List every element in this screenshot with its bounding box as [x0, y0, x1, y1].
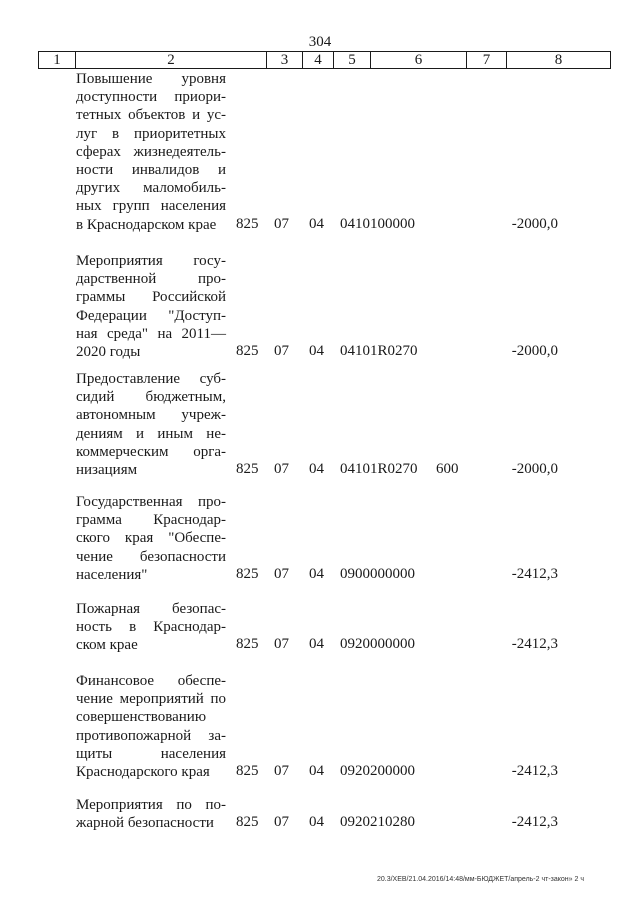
cell-section-code: 07 — [274, 565, 289, 582]
cell-target-article-code: 04101R0270 — [340, 343, 418, 359]
description-line: Пожарная безопас- — [76, 601, 226, 617]
description-line: ского края "Обеспе- — [76, 530, 226, 547]
cell-subsection-code: 04 — [309, 565, 324, 582]
cell-subsection-code: 04 — [309, 763, 324, 779]
description-line: коммерческим орга- — [76, 443, 226, 460]
description-line: автономным учреж- — [76, 407, 226, 424]
description-line: противопожарной за- — [76, 727, 226, 744]
cell-section-code: 07 — [274, 636, 289, 653]
description-line: грамма Краснодар- — [76, 512, 226, 529]
row-description — [76, 796, 226, 832]
description-line: чение мероприятий по — [76, 691, 226, 708]
cell-target-article-code: 0410100000 — [340, 215, 415, 232]
description-line: Государственная про- — [76, 494, 226, 510]
description-line: Краснодарского края — [76, 764, 210, 781]
description-line: Предоставление суб- — [76, 371, 226, 387]
cell-ministry-code: 825 — [236, 565, 259, 582]
cell-subsection-code: 04 — [309, 636, 324, 653]
description-line: дениям и иным не- — [76, 425, 226, 442]
description-line: ности инвалидов и — [76, 162, 226, 179]
description-line: дарственной про- — [76, 271, 226, 288]
description-line: тетных объектов и ус- — [76, 107, 226, 124]
description-line: ная среда" на 2011— — [76, 325, 226, 342]
column-header-2: 2 — [76, 52, 267, 69]
cell-section-code: 07 — [274, 343, 289, 359]
cell-target-article-code: 04101R0270 — [340, 461, 418, 477]
description-line: доступности приори- — [76, 89, 226, 106]
description-line: ность в Краснодар- — [76, 619, 226, 636]
cell-subsection-code: 04 — [309, 343, 324, 359]
cell-section-code: 07 — [274, 215, 289, 232]
description-line: ском крае — [76, 637, 138, 654]
description-line: в Краснодарском крае — [76, 216, 217, 233]
page-number: 304 — [308, 34, 332, 50]
cell-ministry-code: 825 — [236, 814, 259, 831]
cell-amount: -2412,3 — [511, 763, 558, 779]
cell-section-code: 07 — [274, 461, 289, 477]
row-description — [76, 252, 226, 361]
cell-subsection-code: 04 — [309, 461, 324, 477]
row-description — [76, 493, 226, 584]
description-line: граммы Российской — [76, 289, 226, 306]
row-description — [76, 70, 226, 234]
column-header-5: 5 — [334, 52, 371, 69]
cell-section-code: 07 — [274, 814, 289, 831]
cell-amount: -2412,3 — [511, 565, 558, 582]
cell-section-code: 07 — [274, 763, 289, 779]
cell-amount: -2412,3 — [511, 636, 558, 653]
row-description — [76, 370, 226, 479]
cell-ministry-code: 825 — [236, 461, 259, 477]
description-line: чение безопасности — [76, 548, 226, 565]
description-line: щиты населения — [76, 745, 226, 762]
cell-expense-type-code: 600 — [436, 461, 459, 477]
description-line: низациям — [76, 462, 138, 479]
description-line: луг в приоритетных — [76, 125, 226, 142]
cell-amount: -2000,0 — [511, 215, 558, 232]
column-header-3: 3 — [267, 52, 303, 69]
cell-ministry-code: 825 — [236, 215, 259, 232]
description-line: Мероприятия по по- — [76, 797, 226, 813]
description-line: Мероприятия госу- — [76, 253, 226, 269]
cell-ministry-code: 825 — [236, 636, 259, 653]
column-header-6: 6 — [371, 52, 467, 69]
description-line: сидий бюджетным, — [76, 389, 226, 406]
description-line: Федерации "Доступ- — [76, 307, 226, 324]
row-description — [76, 600, 226, 655]
column-header-4: 4 — [303, 52, 334, 69]
cell-target-article-code: 0920210280 — [340, 814, 415, 831]
description-line: 2020 годы — [76, 344, 141, 361]
column-header-1: 1 — [39, 52, 76, 69]
description-line: сферах жизнедеятель- — [76, 143, 226, 160]
cell-ministry-code: 825 — [236, 763, 259, 779]
description-line: совершенствованию — [76, 709, 207, 726]
cell-subsection-code: 04 — [309, 814, 324, 831]
footer-stamp: 20.3/ХЕВ/21.04.2016/14:48/мм-БЮДЖЕТ/апрель-2 чт-закон» 2 ч — [376, 876, 584, 883]
description-line: Повышение уровня — [76, 71, 226, 87]
description-line: населения" — [76, 566, 148, 583]
description-line: Финансовое обеспе- — [76, 673, 226, 689]
cell-subsection-code: 04 — [309, 215, 324, 232]
description-line: других маломобиль- — [76, 180, 226, 197]
cell-ministry-code: 825 — [236, 343, 259, 359]
description-line: ных групп населения — [76, 198, 226, 215]
column-header-row — [39, 52, 611, 69]
cell-amount: -2000,0 — [511, 343, 558, 359]
cell-target-article-code: 0920200000 — [340, 763, 415, 779]
cell-target-article-code: 0900000000 — [340, 565, 415, 582]
description-line: жарной безопасности — [76, 815, 214, 832]
column-header-7: 7 — [467, 52, 507, 69]
row-description — [76, 672, 226, 781]
column-header-8: 8 — [507, 52, 611, 69]
cell-amount: -2000,0 — [511, 461, 558, 477]
cell-amount: -2412,3 — [511, 814, 558, 831]
column-header-table — [38, 51, 611, 69]
cell-target-article-code: 0920000000 — [340, 636, 415, 653]
